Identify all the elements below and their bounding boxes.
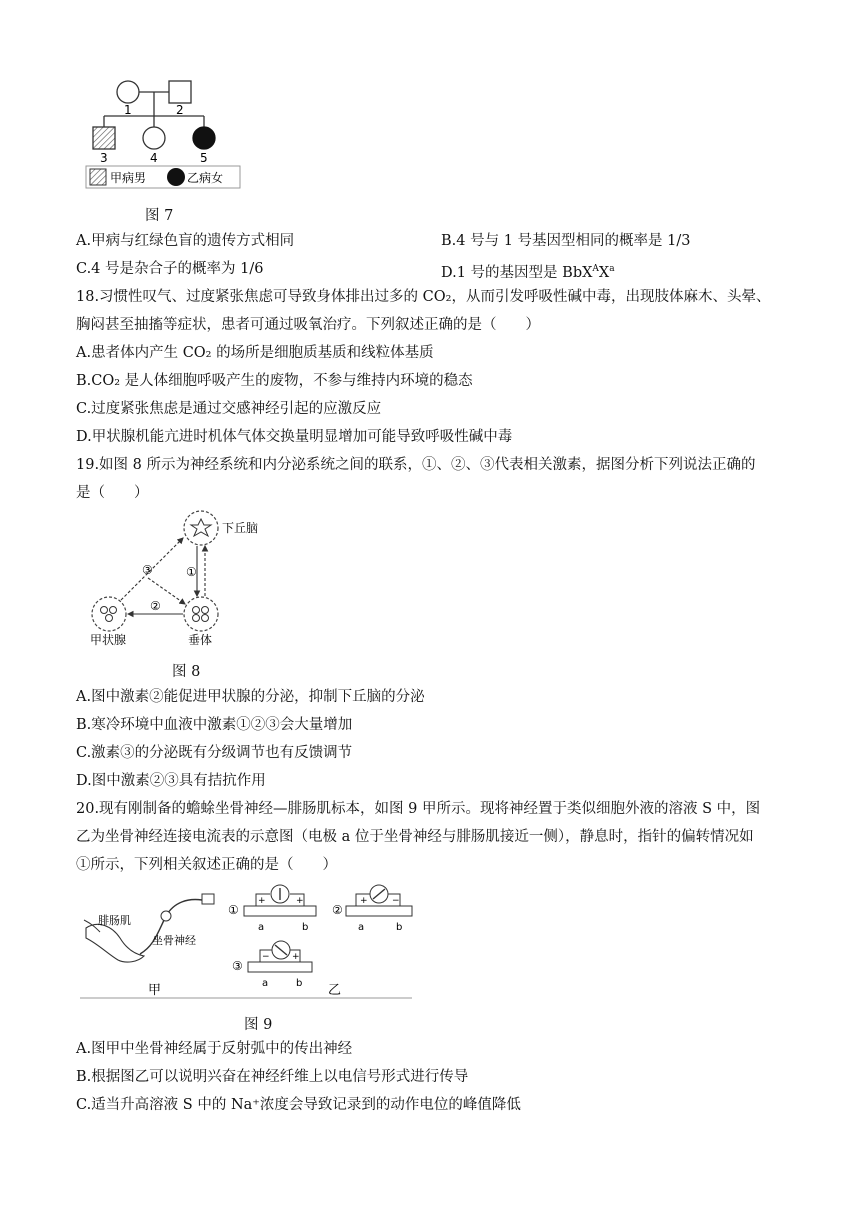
thyroid-label: 甲状腺 bbox=[90, 633, 127, 647]
q19-stem-line1: 19.如图 8 所示为神经系统和内分泌系统之间的联系，①、②、③代表相关激素，据图分析下列说法正确的 bbox=[76, 457, 756, 473]
q17-option-c: C.4 号是杂合子的概率为 1/6 bbox=[76, 261, 264, 277]
figure-7-caption: 图 7 bbox=[145, 208, 174, 224]
setup-1-nerve bbox=[244, 906, 316, 916]
hormone-1-label: ① bbox=[186, 565, 197, 579]
q20-option-c: C.适当升高溶液 S 中的 Na⁺浓度会导致记录到的动作电位的峰值降低 bbox=[76, 1097, 521, 1113]
setup-3-label: ③ bbox=[232, 959, 243, 973]
q19-option-b: B.寒冷环境中血液中激素①②③会大量增加 bbox=[76, 717, 353, 733]
svg-text:a: a bbox=[258, 922, 265, 933]
label-4: 4 bbox=[150, 151, 158, 165]
muscle-label: 腓肠肌 bbox=[98, 914, 131, 927]
individual-4-female bbox=[143, 127, 165, 149]
hypothalamus-label: 下丘脑 bbox=[222, 521, 259, 535]
label-1: 1 bbox=[124, 103, 132, 117]
figure-8-diagram bbox=[84, 508, 264, 650]
svg-text:b: b bbox=[296, 978, 303, 989]
q18-stem-line2: 胸闷甚至抽搐等症状，患者可通过吸氧治疗。下列叙述正确的是（ ） bbox=[76, 317, 540, 333]
q19-option-d: D.图中激素②③具有拮抗作用 bbox=[76, 773, 266, 789]
jia-label: 甲 bbox=[148, 983, 162, 998]
hypothalamus-node bbox=[184, 511, 218, 545]
figure-7-pedigree bbox=[84, 78, 246, 190]
q20-option-b: B.根据图乙可以说明兴奋在神经纤维上以电信号形式进行传导 bbox=[76, 1069, 469, 1085]
individual-2-male bbox=[169, 81, 191, 103]
hormone-3-label: ③ bbox=[142, 563, 153, 577]
label-5: 5 bbox=[200, 151, 208, 165]
q18-option-b: B.CO₂ 是人体细胞呼吸产生的废物，不参与维持内环境的稳态 bbox=[76, 373, 473, 389]
q18-stem-line1: 18.习惯性叹气、过度紧张焦虑可导致身体排出过多的 CO₂，从而引发呼吸性碱中毒，出现肢体麻木、头晕、 bbox=[76, 289, 771, 305]
q20-option-a: A.图甲中坐骨神经属于反射弧中的传出神经 bbox=[76, 1041, 353, 1057]
yi-label: 乙 bbox=[328, 983, 342, 998]
svg-text:a: a bbox=[358, 922, 365, 933]
legend-filled-circle bbox=[167, 168, 185, 186]
q17-option-a: A.甲病与红绿色盲的遗传方式相同 bbox=[76, 233, 295, 249]
q19-option-a: A.图中激素②能促进甲状腺的分泌，抑制下丘脑的分泌 bbox=[76, 689, 425, 705]
setup-2-nerve bbox=[346, 906, 412, 916]
hormone-2-label: ② bbox=[150, 599, 161, 613]
q18-option-c: C.过度紧张焦虑是通过交感神经引起的应激反应 bbox=[76, 401, 382, 417]
q20-stem-line1: 20.现有刚制备的蟾蜍坐骨神经—腓肠肌标本，如图 9 甲所示。现将神经置于类似细胞外液的溶液 S 中，图 bbox=[76, 801, 761, 817]
muscle-shape bbox=[86, 924, 144, 962]
figure-9-diagram bbox=[78, 880, 416, 1000]
pituitary-label: 垂体 bbox=[188, 633, 213, 647]
setup-3-nerve bbox=[248, 962, 312, 972]
svg-text:−: − bbox=[392, 896, 400, 906]
q20-stem-line2: 乙为坐骨神经连接电流表的示意图（电极 a 位于坐骨神经与腓肠肌接近一侧），静息时，指针的偏转情况如 bbox=[76, 829, 754, 845]
setup-1-label: ① bbox=[228, 903, 239, 917]
svg-text:a: a bbox=[262, 978, 269, 989]
label-3: 3 bbox=[100, 151, 108, 165]
figure-8-caption: 图 8 bbox=[172, 664, 201, 680]
label-2: 2 bbox=[176, 103, 184, 117]
q17-option-d: D.1 号的基因型是 $BbX^AX^a$ bbox=[441, 264, 615, 281]
legend-a-label: 甲病男 bbox=[110, 171, 147, 185]
q19-stem-line2: 是（ ） bbox=[76, 485, 149, 501]
q18-option-a: A.患者体内产生 CO₂ 的场所是细胞质基质和线粒体基质 bbox=[76, 345, 434, 361]
svg-text:+: + bbox=[296, 896, 304, 906]
legend-b-label: 乙病女 bbox=[187, 171, 224, 185]
figure-9-caption: 图 9 bbox=[244, 1017, 273, 1033]
individual-3-affected-male bbox=[93, 127, 115, 149]
setup-2-label: ② bbox=[332, 903, 343, 917]
legend-hatch-square bbox=[90, 169, 106, 185]
individual-1-female bbox=[117, 81, 139, 103]
svg-text:+: + bbox=[360, 896, 368, 906]
svg-text:+: + bbox=[258, 896, 266, 906]
pituitary-node bbox=[184, 597, 218, 631]
svg-text:+: + bbox=[292, 952, 300, 962]
q19-option-c: C.激素③的分泌既有分级调节也有反馈调节 bbox=[76, 745, 353, 761]
q17-option-b: B.4 号与 1 号基因型相同的概率是 1/3 bbox=[441, 233, 691, 249]
svg-text:−: − bbox=[262, 952, 270, 962]
svg-text:b: b bbox=[396, 922, 403, 933]
q20-stem-line3: ①所示，下列相关叙述正确的是（ ） bbox=[76, 857, 337, 873]
individual-5-affected-female bbox=[193, 127, 215, 149]
svg-text:b: b bbox=[302, 922, 309, 933]
q18-option-d: D.甲状腺机能亢进时机体气体交换量明显增加可能导致呼吸性碱中毒 bbox=[76, 429, 513, 445]
nerve-label: 坐骨神经 bbox=[152, 934, 196, 947]
